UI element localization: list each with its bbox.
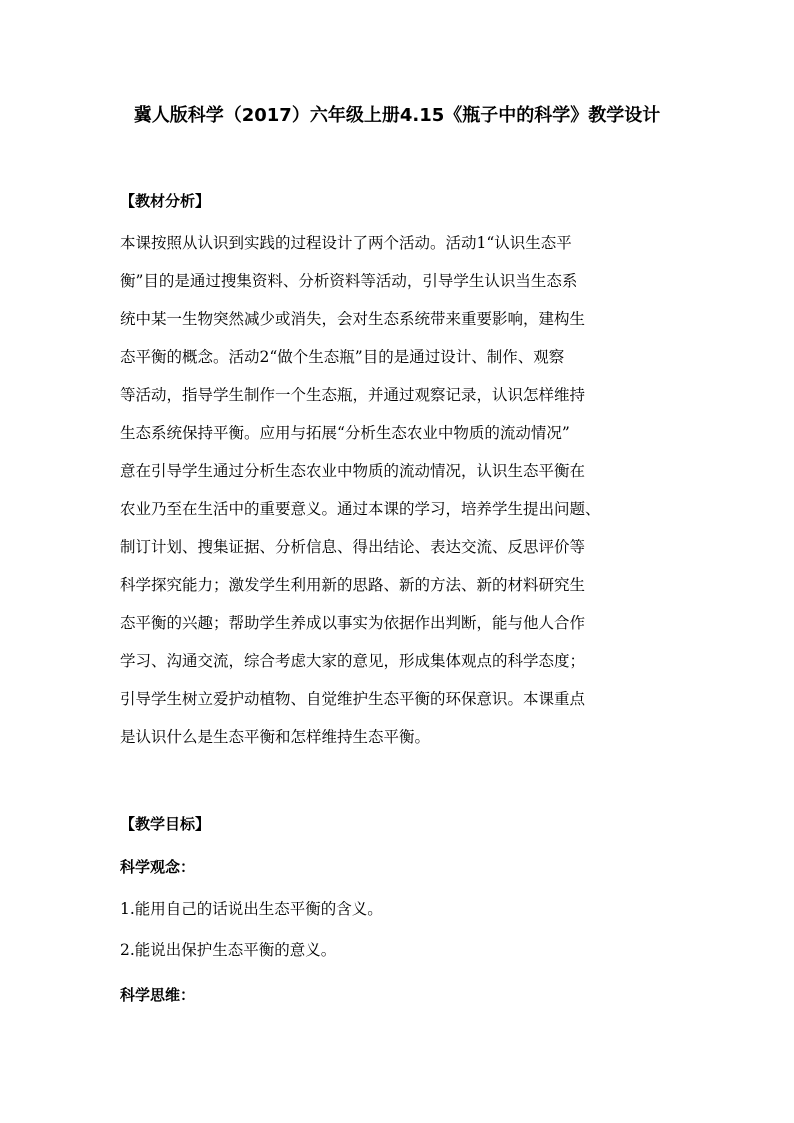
paragraph-line: 学习、沟通交流，综合考虑大家的意见，形成集体观点的科学态度； <box>120 652 586 670</box>
document-title: 冀人版科学（2017）六年级上册4.15《瓶子中的科学》教学设计 <box>133 105 661 126</box>
paragraph-line: 农业乃至在生活中的重要意义。通过本课的学习，培养学生提出问题、 <box>120 500 601 518</box>
paragraph-line: 引导学生树立爱护动植物、自觉维护生态平衡的环保意识。本课重点 <box>120 690 586 708</box>
paragraph-line: 是认识什么是生态平衡和怎样维持生态平衡。 <box>120 728 431 746</box>
paragraph-line: 态平衡的概念。活动2“做个生态瓶”目的是通过设计、制作、观察 <box>120 348 565 366</box>
paragraph-line: 科学探究能力；激发学生利用新的思路、新的方法、新的材料研究生 <box>120 576 586 594</box>
paragraph-line: 本课按照从认识到实践的过程设计了两个活动。活动1“认识生态平 <box>120 234 572 252</box>
goal-item: 1.能用自己的话说出生态平衡的含义。 <box>120 900 383 918</box>
analysis-paragraph <box>120 224 686 756</box>
paragraph-line: 态平衡的兴趣；帮助学生养成以事实为依据作出判断，能与他人合作 <box>120 614 586 632</box>
section-heading-analysis: 【教材分析】 <box>120 192 211 210</box>
goal-item: 2.能说出保护生态平衡的意义。 <box>120 941 337 959</box>
paragraph-line: 衡”目的是通过搜集资料、分析资料等活动，引导学生认识当生态系 <box>120 272 578 290</box>
subheading-concept: 科学观念： <box>120 858 196 876</box>
section-heading-goals: 【教学目标】 <box>120 815 211 833</box>
paragraph-line: 意在引导学生通过分析生态农业中物质的流动情况，认识生态平衡在 <box>120 462 586 480</box>
subheading-thinking: 科学思维： <box>120 986 196 1004</box>
paragraph-line: 制订计划、搜集证据、分析信息、得出结论、表达交流、反思评价等 <box>120 538 586 556</box>
paragraph-line: 统中某一生物突然减少或消失，会对生态系统带来重要影响，建构生 <box>120 310 586 328</box>
paragraph-line: 生态系统保持平衡。应用与拓展“分析生态农业中物质的流动情况” <box>120 424 570 442</box>
paragraph-line: 等活动，指导学生制作一个生态瓶，并通过观察记录，认识怎样维持 <box>120 386 586 404</box>
